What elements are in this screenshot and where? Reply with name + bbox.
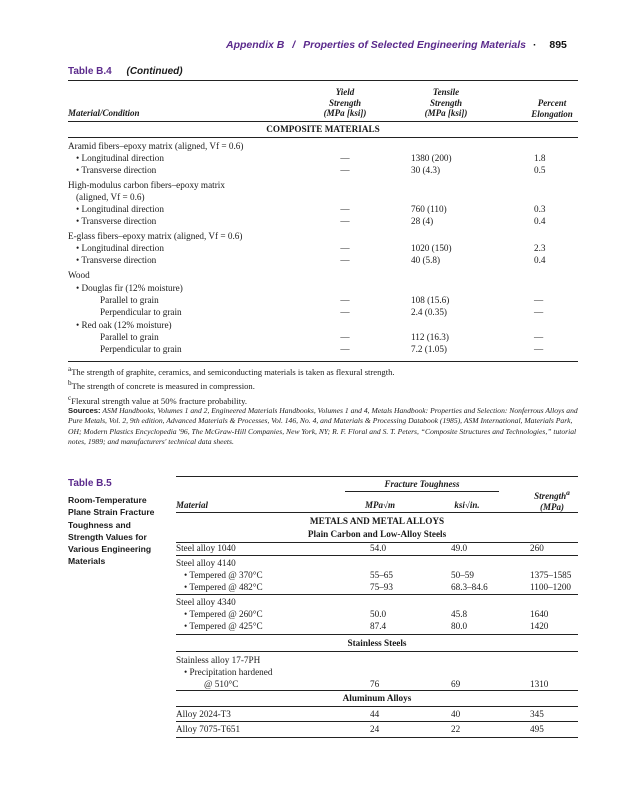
col-yield-line1: Yield	[335, 87, 355, 97]
b4-row-material: Parallel to grain	[100, 295, 159, 305]
b4-row-elongation: 2.3	[534, 243, 546, 253]
b5-row-material: Alloy 7075-T651	[176, 724, 241, 734]
b4-row-material: (aligned, Vf = 0.6)	[76, 192, 145, 202]
table-b4-continued: (Continued)	[126, 66, 183, 77]
b4-row-material: • Transverse direction	[76, 255, 157, 265]
header-bullet: ·	[532, 39, 537, 51]
b5-row-mpa: 87.4	[370, 621, 387, 631]
b4-row-tensile: 28 (4)	[411, 216, 434, 226]
b4-row-material: Parallel to grain	[100, 332, 159, 342]
b4-row-elongation: 0.5	[534, 165, 546, 175]
stainless-heading: Stainless Steels	[347, 638, 407, 648]
b5-row-material: • Tempered @ 482°C	[184, 582, 263, 592]
appendix-label: Appendix B	[226, 39, 285, 51]
b5-row-strength: 1420	[530, 621, 549, 631]
b4-row-yield: —	[340, 216, 350, 226]
b4-row-tensile: 112 (16.3)	[411, 332, 449, 342]
b4-row-material: High-modulus carbon fibers–epoxy matrix	[68, 180, 225, 190]
b4-row-tensile: 1020 (150)	[411, 243, 452, 253]
col-tensile-line1: Tensile	[432, 87, 460, 97]
footnote-a-mark: a	[68, 365, 72, 373]
b5-row-mpa: 55–65	[370, 570, 393, 580]
col-percent-elongation	[520, 98, 584, 119]
b5-row-strength: 345	[530, 709, 544, 719]
b5-row-material: • Tempered @ 370°C	[184, 570, 263, 580]
footnote-a-text: The strength of graphite, ceramics, and semiconducting materials is taken as flexural strength.	[71, 366, 395, 377]
table-b5-top-rule	[176, 476, 578, 477]
footnote-a	[68, 364, 578, 378]
table-b5-label: Table B.5	[68, 478, 112, 489]
b4-row-yield: —	[340, 255, 350, 265]
b5-row-material: • Tempered @ 260°C	[184, 609, 263, 619]
b5-row-material: Stainless alloy 17-7PH	[176, 655, 261, 665]
b5-row-material: @ 510°C	[204, 679, 239, 689]
b4-row-tensile: 760 (110)	[411, 204, 447, 214]
b5-row-mpa: 75–93	[370, 582, 393, 592]
plain-carbon-heading: Plain Carbon and Low-Alloy Steels	[307, 529, 447, 539]
b4-row-tensile: 7.2 (1.05)	[411, 344, 447, 354]
b5-row-ksi: 69	[451, 679, 461, 689]
b4-row-elongation: 1.8	[534, 153, 546, 163]
b4-row-material: E-glass fibers–epoxy matrix (aligned, Vf = 0.6)	[68, 231, 243, 241]
row-2024-rule	[176, 721, 578, 722]
b5-row-mpa: 24	[370, 724, 380, 734]
col-yield-strength	[300, 87, 390, 119]
b4-row-elongation: —	[534, 344, 544, 354]
b5-row-material: • Precipitation hardened	[184, 667, 273, 677]
footnote-b	[68, 378, 578, 392]
footnote-c-mark: c	[68, 393, 72, 402]
b5-row-ksi: 22	[451, 724, 461, 734]
header-separator: /	[292, 39, 296, 51]
b5-row-strength: 260	[530, 543, 544, 553]
col-mpa-root-m: MPa√m	[365, 500, 395, 510]
footnote-c	[68, 393, 578, 407]
b4-row-yield: —	[340, 295, 350, 305]
b5-row-material: • Tempered @ 425°C	[184, 621, 263, 631]
b5-row-ksi: 68.3–84.6	[451, 582, 488, 592]
row-4140-rule	[176, 594, 578, 595]
row-17-7ph-rule	[176, 690, 578, 691]
b5-row-material: Alloy 2024-T3	[176, 709, 231, 719]
b4-row-tensile: 108 (15.6)	[411, 295, 450, 305]
b4-row-elongation: —	[534, 307, 544, 317]
table-b5-caption: Room-Temperature Plane Strain Fracture Toughness and Strength Values for Various Engineering Materials	[68, 495, 155, 567]
b4-row-yield: —	[340, 307, 350, 317]
sources-note	[68, 406, 580, 448]
col-tensile-strength	[400, 87, 492, 119]
b4-row-material: • Red oak (12% moisture)	[76, 320, 172, 330]
b4-row-material: Wood	[68, 270, 90, 280]
table-b5-caption-block	[68, 478, 160, 567]
b5-row-material: Steel alloy 1040	[176, 543, 236, 553]
b4-row-material: Perpendicular to grain	[100, 344, 182, 354]
b4-row-tensile: 40 (5.8)	[411, 255, 441, 265]
b5-row-strength: 1100–1200	[530, 582, 572, 592]
b5-row-ksi: 80.0	[451, 621, 468, 631]
b4-row-material: • Douglas fir (12% moisture)	[76, 283, 183, 293]
table-b4-header-rule	[68, 121, 578, 122]
table-b4-label: Table B.4	[68, 66, 112, 77]
b5-row-mpa: 54.0	[370, 543, 387, 553]
b4-row-material: Aramid fibers–epoxy matrix (aligned, Vf = 0.6)	[68, 141, 244, 151]
col-strength	[520, 488, 584, 512]
running-header	[226, 39, 567, 51]
b4-row-elongation: 0.3	[534, 204, 546, 214]
b5-row-ksi: 40	[451, 709, 461, 719]
b4-row-yield: —	[340, 332, 350, 342]
table-b5-bottom-rule	[176, 737, 578, 738]
stainless-rule	[176, 651, 578, 652]
b4-row-tensile: 1380 (200)	[411, 153, 452, 163]
aluminum-heading: Aluminum Alloys	[342, 693, 412, 703]
row-4340-rule	[176, 634, 578, 635]
b4-row-yield: —	[340, 344, 350, 354]
b5-row-mpa: 76	[370, 679, 380, 689]
col-material: Material	[176, 500, 209, 510]
b5-row-ksi: 45.8	[451, 609, 468, 619]
b4-row-elongation: —	[534, 295, 544, 305]
col-yield-line2: Strength	[328, 97, 361, 108]
row-1040-rule	[176, 555, 578, 556]
col-fracture-toughness: Fracture Toughness	[384, 479, 460, 489]
footnote-b-mark: b	[68, 379, 72, 388]
b4-row-material: • Longitudinal direction	[76, 153, 164, 163]
b4-row-yield: —	[340, 153, 350, 163]
table-b4-bottom-rule	[68, 361, 578, 362]
table-b4-top-rule	[68, 80, 578, 81]
b5-row-mpa: 50.0	[370, 609, 387, 619]
col-yield-line3: (MPa [ksi])	[323, 108, 367, 118]
b5-row-strength: 1375–1585	[530, 570, 572, 580]
b4-row-tensile: 30 (4.3)	[411, 165, 441, 175]
b4-row-material: Perpendicular to grain	[100, 307, 182, 317]
section-title: Properties of Selected Engineering Materials	[303, 39, 527, 51]
col-ksi-root-in: ksi√in.	[454, 500, 480, 510]
b4-row-material: • Transverse direction	[76, 216, 157, 226]
composite-materials-heading: COMPOSITE MATERIALS	[266, 124, 380, 134]
col-strength-line1: Strength	[534, 491, 567, 501]
b4-row-elongation: 0.4	[534, 255, 546, 265]
b4-row-elongation: —	[534, 332, 544, 342]
table-b4-title	[68, 66, 183, 77]
footnote-c-text: Flexural strength value at 50% fracture probability.	[71, 395, 247, 406]
b4-row-yield: —	[340, 165, 350, 175]
b5-row-material: Steel alloy 4140	[176, 558, 236, 568]
b5-row-mpa: 44	[370, 709, 380, 719]
table-b5-header-rule	[176, 512, 578, 513]
page-number: 895	[549, 39, 567, 51]
table-b4-section-rule	[68, 137, 578, 138]
col-strength-note: a	[566, 488, 570, 497]
b5-row-material: Steel alloy 4340	[176, 597, 236, 607]
col-elong-line2: Elongation	[531, 108, 573, 119]
b5-row-ksi: 49.0	[451, 543, 468, 553]
footnote-b-text: The strength of concrete is measured in compression.	[71, 381, 255, 392]
col-tensile-line2: Strength	[429, 97, 462, 108]
b5-row-strength: 1310	[530, 679, 549, 689]
b4-row-yield: —	[340, 243, 350, 253]
b4-row-elongation: 0.4	[534, 216, 546, 226]
sources-label: Sources:	[68, 406, 101, 415]
b4-row-material: • Longitudinal direction	[76, 204, 164, 214]
b4-row-yield: —	[340, 204, 350, 214]
b5-row-ksi: 50–59	[451, 570, 474, 580]
b5-row-strength: 1640	[530, 609, 549, 619]
col-material-condition: Material/Condition	[68, 108, 140, 118]
aluminum-rule	[176, 706, 578, 707]
col-elong-line1: Percent	[537, 98, 567, 108]
b4-row-tensile: 2.4 (0.35)	[411, 307, 447, 317]
b5-row-strength: 495	[530, 724, 544, 734]
col-tensile-line3: (MPa [ksi])	[424, 108, 468, 118]
col-strength-line2: (MPa)	[540, 501, 564, 512]
metals-heading: METALS AND METAL ALLOYS	[309, 516, 445, 526]
fracture-toughness-underline	[345, 491, 499, 492]
b4-row-material: • Transverse direction	[76, 165, 157, 175]
b4-row-material: • Longitudinal direction	[76, 243, 164, 253]
table-b4-footnotes	[68, 364, 578, 407]
sources-text: ASM Handbooks, Volumes 1 and 2, Engineered Materials Handbooks, Volumes 1 and 4, Metals Handbook: Properties and Selection: Nonferrous Alloys and Pure Metals, Vol. 2, 9th edition, Advanced Materials & Processes, Vol. 146, No. 4, and Materials & Processing Databook (1985), ASM International, Materials Park, OH; Modern Plastics Encyclopedia '96, The McGraw-Hill Companies, New York, NY; R. F. Floral and S. T. Peters, “Composite Structures and Technologies,” tutorial notes, 1989; and manufacturers' technical data sheets.	[68, 406, 578, 447]
